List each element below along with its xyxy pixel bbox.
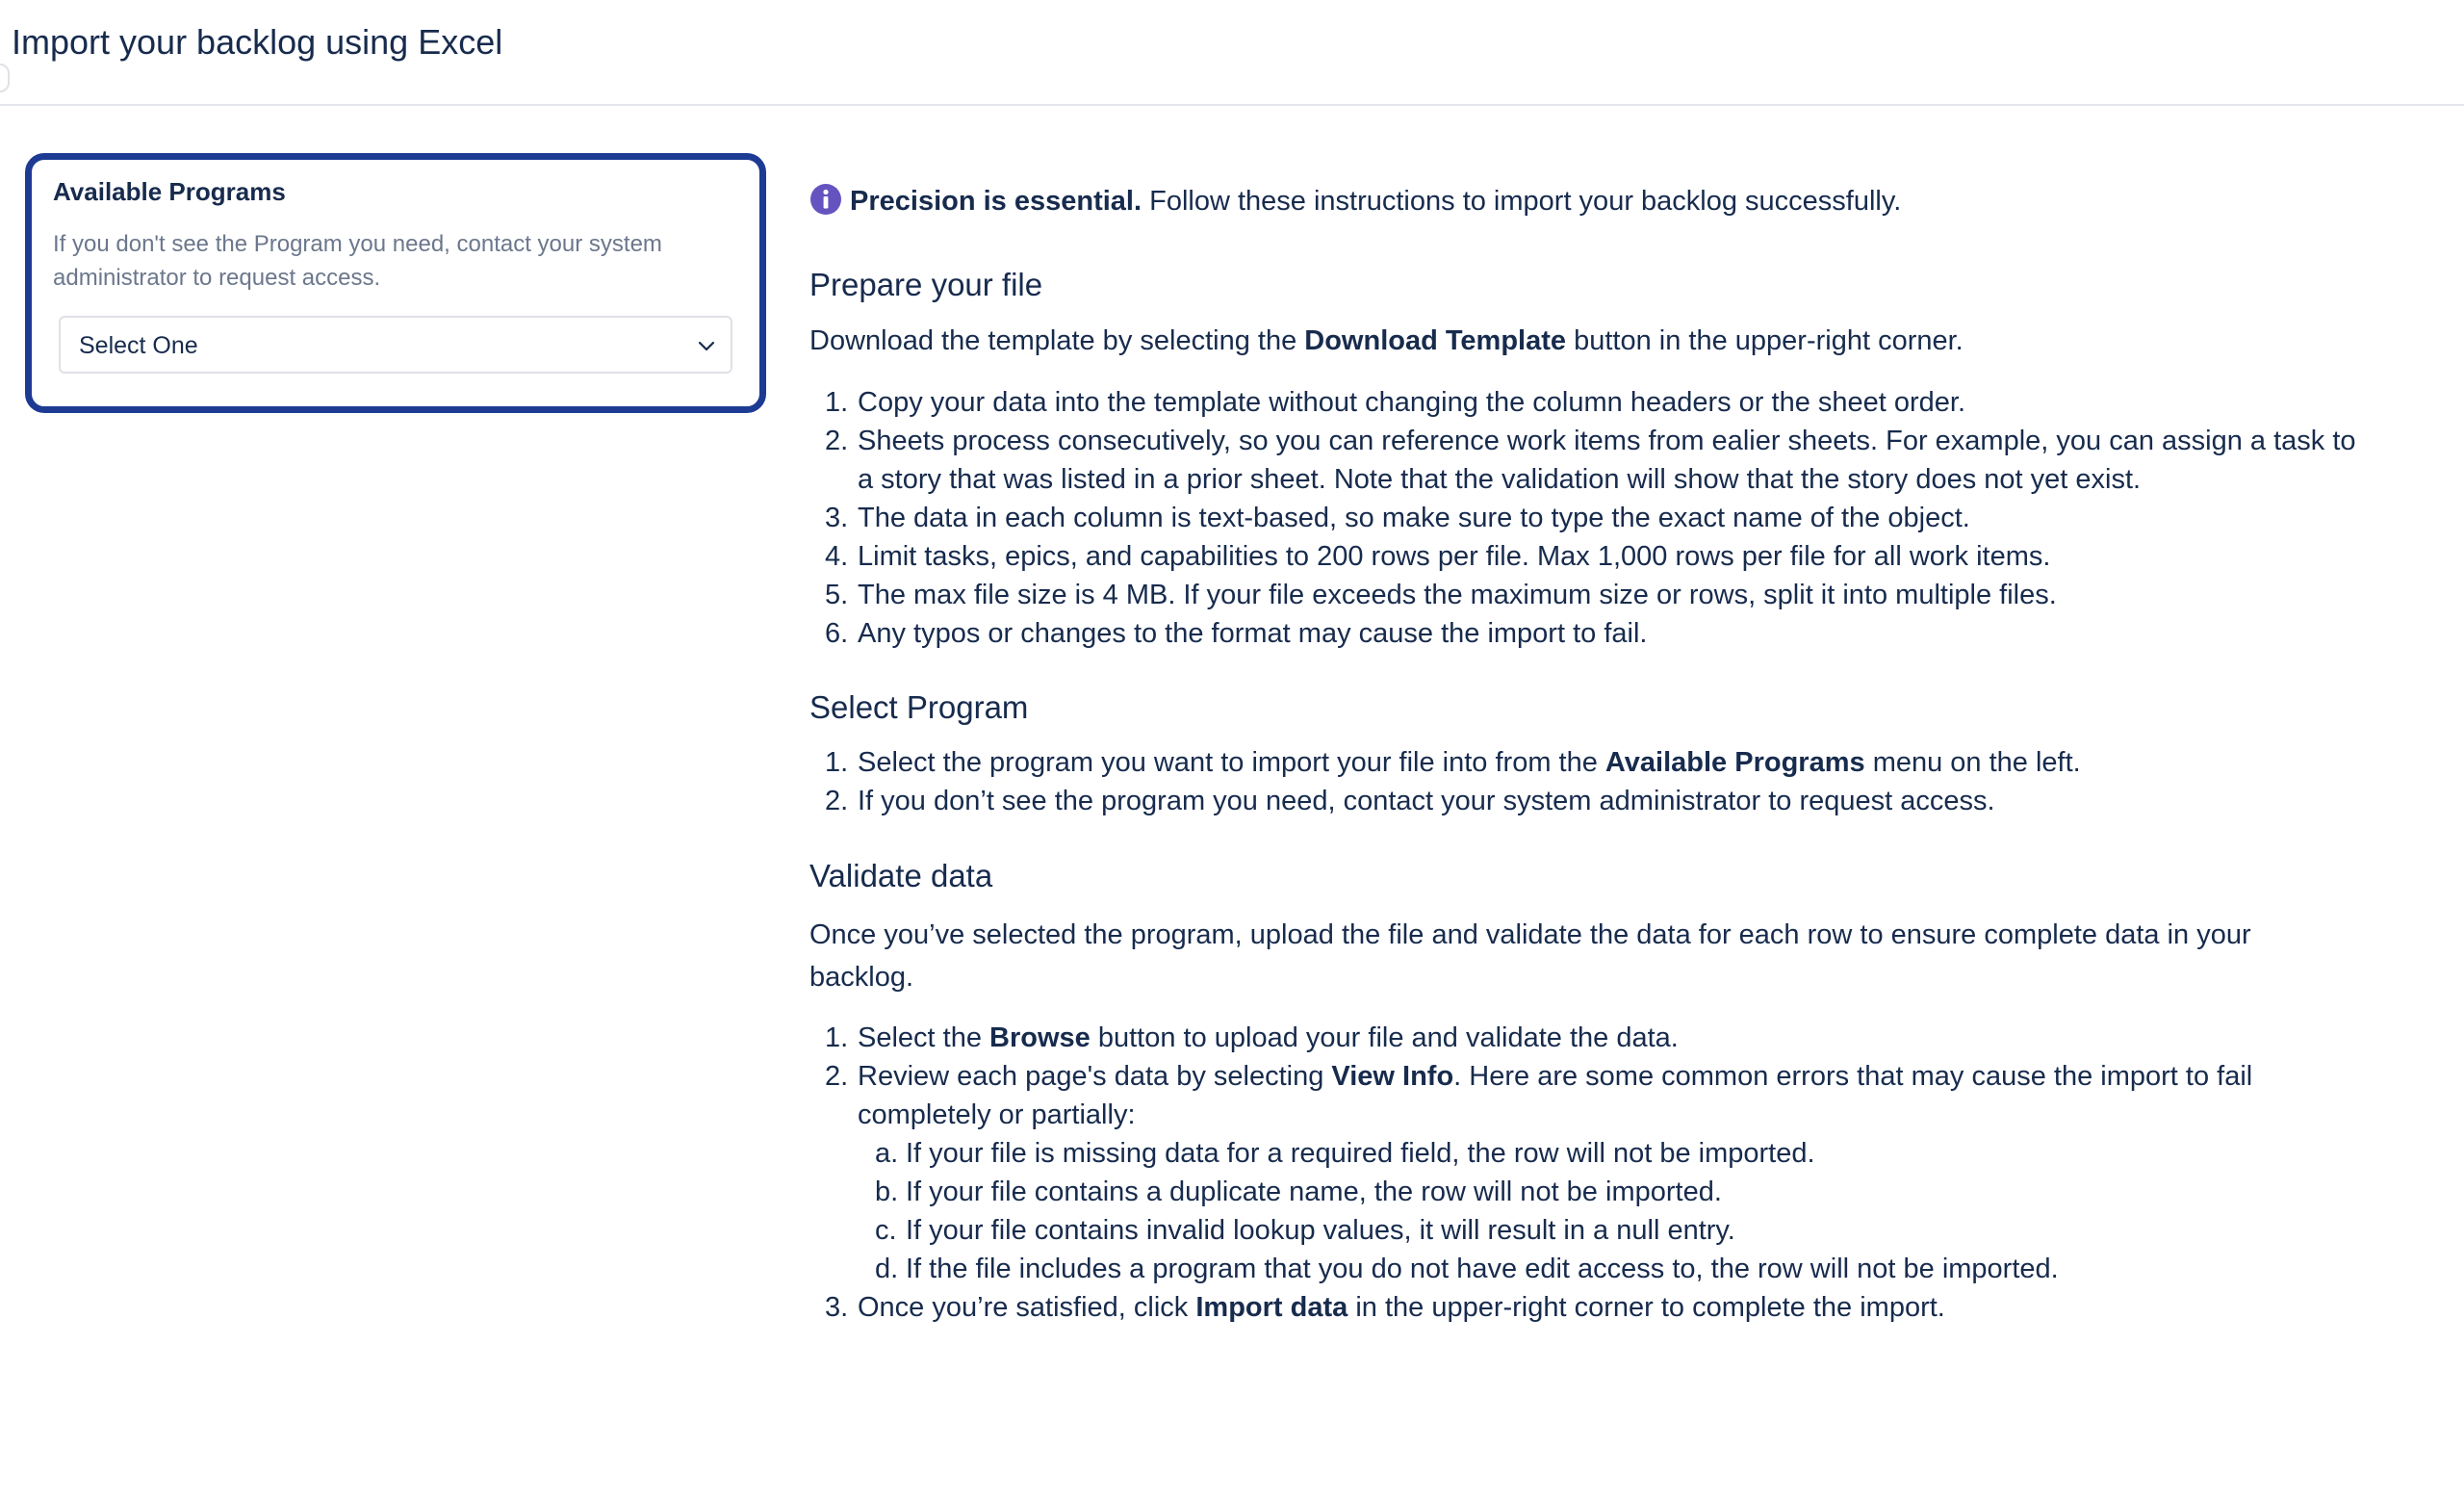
list-item: 1. Select the Browse button to upload your file and validate the data. xyxy=(825,1022,1679,1053)
validate-steps xyxy=(809,1019,2311,1327)
list-item: 1. Copy your data into the template without changing the column headers or the sheet order. xyxy=(825,387,1966,418)
list-item: 4. Limit tasks, epics, and capabilities to 200 rows per file. Max 1,000 rows per file for all work items. xyxy=(825,541,2051,572)
page-header xyxy=(0,0,2464,106)
list-item: 6. Any typos or changes to the format may cause the import to fail. xyxy=(825,618,1648,649)
list-item: 1. Select the program you want to import your file into from the Available Programs menu on the left. xyxy=(825,747,2081,778)
select-program-heading: Select Program xyxy=(809,689,1029,725)
precision-callout xyxy=(809,182,1901,220)
prepare-heading: Prepare your file xyxy=(809,267,1043,302)
info-icon xyxy=(809,183,842,216)
program-select-value: Select One xyxy=(79,332,198,359)
list-item: c. If your file contains invalid lookup values, it will result in a null entry. xyxy=(875,1215,1735,1246)
callout-emphasis: Precision is essential. xyxy=(850,186,1142,217)
list-item: 3. The data in each column is text-based, so make sure to type the exact name of the object. xyxy=(825,503,1970,533)
page-title: Import your backlog using Excel xyxy=(12,22,503,62)
list-item: 3. Once you’re satisfied, click Import data in the upper-right corner to complete the import. xyxy=(825,1292,1945,1323)
list-item: 2. If you don’t see the program you need, contact your system administrator to request access. xyxy=(825,786,1995,816)
list-item: 5. The max file size is 4 MB. If your file exceeds the maximum size or rows, split it into multiple files. xyxy=(825,580,2057,610)
chevron-down-icon xyxy=(696,335,717,356)
list-item: b. If your file contains a duplicate name, the row will not be imported. xyxy=(875,1177,1722,1207)
common-errors-list xyxy=(858,1134,2311,1288)
prepare-intro: Download the template by selecting the Download Template button in the upper-right corner. xyxy=(809,325,1964,356)
prepare-steps xyxy=(809,383,2369,653)
validate-heading: Validate data xyxy=(809,858,993,893)
program-select[interactable] xyxy=(59,316,732,374)
available-programs-help-text: If you don't see the Program you need, contact your system administrator to request access. xyxy=(53,231,662,291)
list-item: a. If your file is missing data for a required field, the row will not be imported. xyxy=(875,1138,1815,1169)
select-program-steps xyxy=(809,743,2369,820)
sidebar-collapse-handle[interactable] xyxy=(0,64,10,92)
available-programs-title: Available Programs xyxy=(53,177,286,206)
validate-intro: Once you’ve selected the program, upload the file and validate the data for each row to ensure complete data in your backlog. xyxy=(809,919,2251,993)
list-item: 2. Review each page's data by selecting View Info. Here are some common errors that may cause the import to fail completely or partially: a. If your file is missing data for a required field, the row will not be imported. b. If your file contains a duplicate name, the row will not be imported. c. If your file contains invalid lookup values, it will result in a null entry. d. If the file includes a program that you do not have edit access to, the row will not be imported. xyxy=(809,1057,2311,1288)
callout-text: Follow these instructions to import your backlog successfully. xyxy=(1142,186,1902,217)
list-item: d. If the file includes a program that you do not have edit access to, the row will not be imported. xyxy=(875,1254,2059,1284)
list-item: 2. Sheets process consecutively, so you can reference work items from ealier sheets. For example, you can assign a task to a story that was listed in a prior sheet. Note that the validation will show that the story does not yet exist. xyxy=(825,426,2356,495)
